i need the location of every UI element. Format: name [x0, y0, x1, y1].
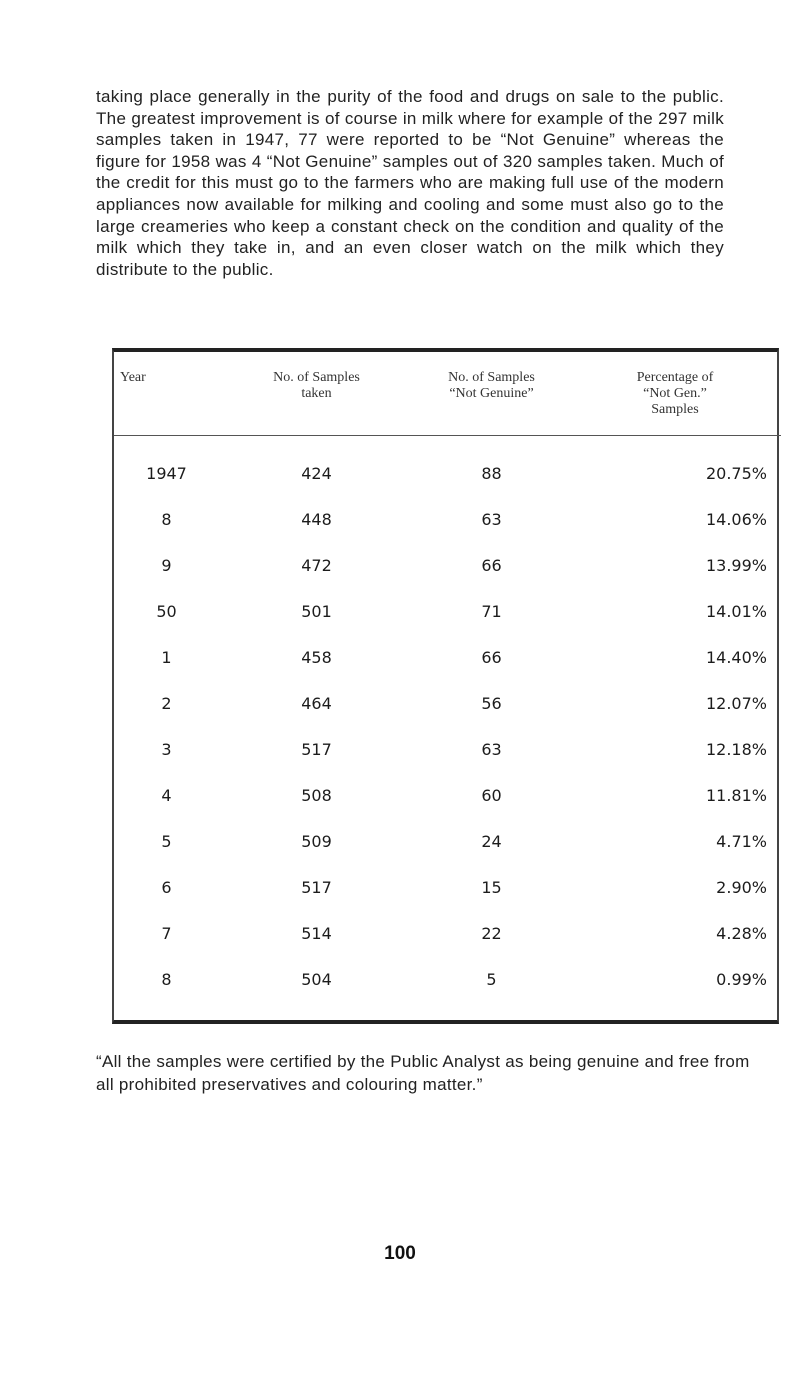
cell-taken: 458 [301, 647, 332, 667]
cell-percentage: 0.99% [716, 969, 767, 989]
cell-not-genuine: 63 [481, 509, 502, 529]
cell-percentage: 2.90% [716, 877, 767, 897]
cell-taken: 517 [301, 877, 332, 897]
cell-not-genuine: 60 [481, 785, 502, 805]
cell-percentage: 4.71% [716, 831, 767, 851]
table-row [114, 542, 781, 588]
cell-percentage: 14.01% [705, 601, 767, 621]
cell-year: 3 [161, 739, 172, 759]
cell-not-genuine: 88 [481, 463, 502, 483]
cell-year: 4 [161, 785, 172, 805]
header-samples-taken: No. of Samples taken [219, 352, 414, 436]
cell-not-genuine: 56 [481, 693, 502, 713]
page-number: 100 [384, 1243, 416, 1264]
cell-not-genuine: 63 [481, 739, 502, 759]
table-row [114, 818, 781, 864]
table-row [114, 496, 781, 542]
cell-year: 8 [161, 509, 172, 529]
table-row [114, 680, 781, 726]
cell-taken: 472 [301, 555, 332, 575]
cell-percentage: 11.81% [705, 785, 767, 805]
cell-taken: 448 [301, 509, 332, 529]
table-row [114, 634, 781, 680]
cell-percentage: 14.40% [705, 647, 767, 667]
cell-percentage: 20.75% [705, 463, 767, 483]
cell-taken: 508 [301, 785, 332, 805]
cell-not-genuine: 66 [481, 647, 502, 667]
intro-paragraph: taking place generally in the purity of the food and drugs on sale to the public. The greatest improvement is of course in milk where for example of the 297 milk samples taken in 1947, 77 were reported to be “Not Genuine” whereas the figure for 1958 was 4 “Not Genuine” samples out of 320 samples taken. Much of the credit for this must go to the farmers who are making full use of the modern appliances now available for milking and cooling and some must also go to the large creameries who keep a constant check on the condition and quality of the milk which they take in, and an even closer watch on the milk which they distribute to the public. [96, 87, 724, 279]
cell-not-genuine: 66 [481, 555, 502, 575]
cell-taken: 501 [301, 601, 332, 621]
cell-year: 6 [161, 877, 172, 897]
table-row [114, 864, 781, 910]
cell-not-genuine: 71 [481, 601, 502, 621]
cell-percentage: 12.07% [705, 693, 767, 713]
cell-percentage: 13.99% [705, 555, 767, 575]
table-row [114, 588, 781, 634]
cell-not-genuine: 5 [486, 969, 497, 989]
cell-taken: 424 [301, 463, 332, 483]
table-header-row [114, 352, 781, 436]
cell-year: 7 [161, 923, 172, 943]
table-row [114, 910, 781, 956]
cell-not-genuine: 15 [481, 877, 502, 897]
cell-year: 1 [161, 647, 172, 667]
cell-year: 2 [161, 693, 172, 713]
cell-taken: 504 [301, 969, 332, 989]
milk-samples-table [112, 348, 779, 1024]
cell-taken: 509 [301, 831, 332, 851]
header-percentage: Percentage of “Not Gen.” Samples [569, 352, 781, 436]
cell-year: 5 [161, 831, 172, 851]
cell-taken: 514 [301, 923, 332, 943]
cell-taken: 517 [301, 739, 332, 759]
samples-table [114, 352, 781, 1002]
cell-percentage: 14.06% [705, 509, 767, 529]
header-year: Year [114, 352, 219, 436]
cell-year: 1947 [146, 463, 187, 483]
table-row [114, 772, 781, 818]
cell-year: 9 [161, 555, 172, 575]
cell-year: 50 [156, 601, 177, 621]
cell-year: 8 [161, 969, 172, 989]
header-not-genuine: No. of Samples “Not Genuine” [414, 352, 569, 436]
table-row [114, 956, 781, 1002]
cell-percentage: 12.18% [705, 739, 767, 759]
cell-not-genuine: 24 [481, 831, 502, 851]
table-row [114, 436, 781, 497]
cell-taken: 464 [301, 693, 332, 713]
table-row [114, 726, 781, 772]
footnote-quote: “All the samples were certified by the Public Analyst as being genuine and free from all prohibited preservatives and colouring matter.” [96, 1052, 750, 1094]
cell-percentage: 4.28% [716, 923, 767, 943]
cell-not-genuine: 22 [481, 923, 502, 943]
